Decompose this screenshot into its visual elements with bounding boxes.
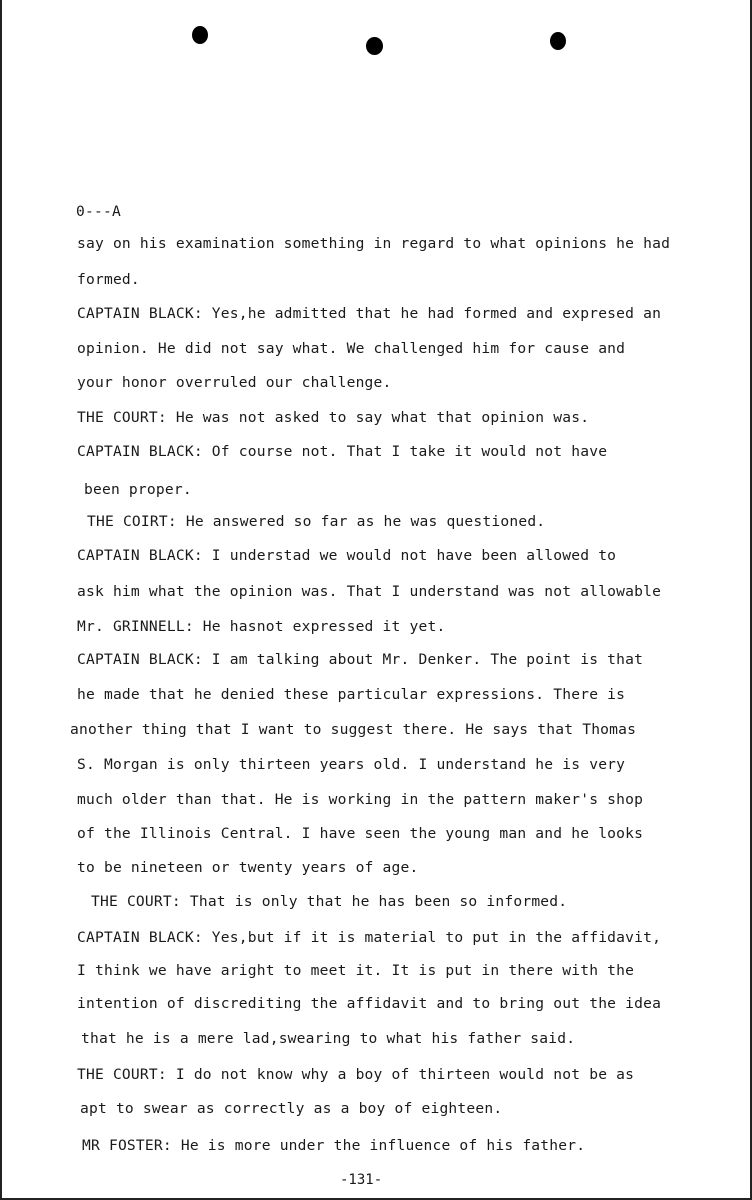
punch-hole: [366, 37, 383, 55]
text-line: S. Morgan is only thirteen years old. I understand he is very: [77, 756, 626, 773]
text-line: to be nineteen or twenty years of age.: [77, 859, 419, 876]
punch-hole: [192, 26, 208, 44]
text-line: ask him what the opinion was. That I understand was not allowable: [77, 583, 662, 600]
page-number: -131-: [340, 1172, 383, 1188]
text-line: CAPTAIN BLACK: Yes,but if it is material to put in the affidavit,: [77, 929, 662, 946]
text-line: CAPTAIN BLACK: Of course not. That I take it would not have: [77, 443, 608, 460]
text-line: that he is a mere lad,swearing to what his father said.: [81, 1030, 576, 1047]
text-line: your honor overruled our challenge.: [77, 374, 392, 391]
text-line: intention of discrediting the affidavit and to bring out the idea: [77, 995, 662, 1012]
text-line: say on his examination something in regard to what opinions he had: [77, 235, 671, 252]
text-line: MR FOSTER: He is more under the influence of his father.: [82, 1137, 586, 1154]
text-line: CAPTAIN BLACK: Yes,he admitted that he had formed and expresed an: [77, 305, 662, 322]
text-line: THE COURT: That is only that he has been so informed.: [91, 893, 568, 910]
text-line: CAPTAIN BLACK: I understad we would not have been allowed to: [77, 547, 617, 564]
text-line: THE COURT: He was not asked to say what that opinion was.: [77, 409, 590, 426]
text-line: another thing that I want to suggest there. He says that Thomas: [70, 721, 637, 738]
text-line: Mr. GRINNELL: He hasnot expressed it yet.: [77, 618, 446, 635]
text-line: THE COURT: I do not know why a boy of thirteen would not be as: [77, 1066, 635, 1083]
text-line: been proper.: [84, 481, 192, 498]
text-line: opinion. He did not say what. We challenged him for cause and: [77, 340, 626, 357]
text-line: CAPTAIN BLACK: I am talking about Mr. Denker. The point is that: [77, 651, 644, 668]
text-line: THE COIRT: He answered so far as he was questioned.: [87, 513, 546, 530]
text-line: formed.: [77, 271, 140, 288]
text-line: I think we have aright to meet it. It is put in there with the: [77, 962, 635, 979]
punch-hole: [550, 32, 566, 50]
text-line: apt to swear as correctly as a boy of eighteen.: [80, 1100, 503, 1117]
page-header: 0---A: [76, 203, 121, 220]
text-line: much older than that. He is working in the pattern maker's shop: [77, 791, 644, 808]
text-line: he made that he denied these particular expressions. There is: [77, 686, 626, 703]
text-line: of the Illinois Central. I have seen the young man and he looks: [77, 825, 644, 842]
